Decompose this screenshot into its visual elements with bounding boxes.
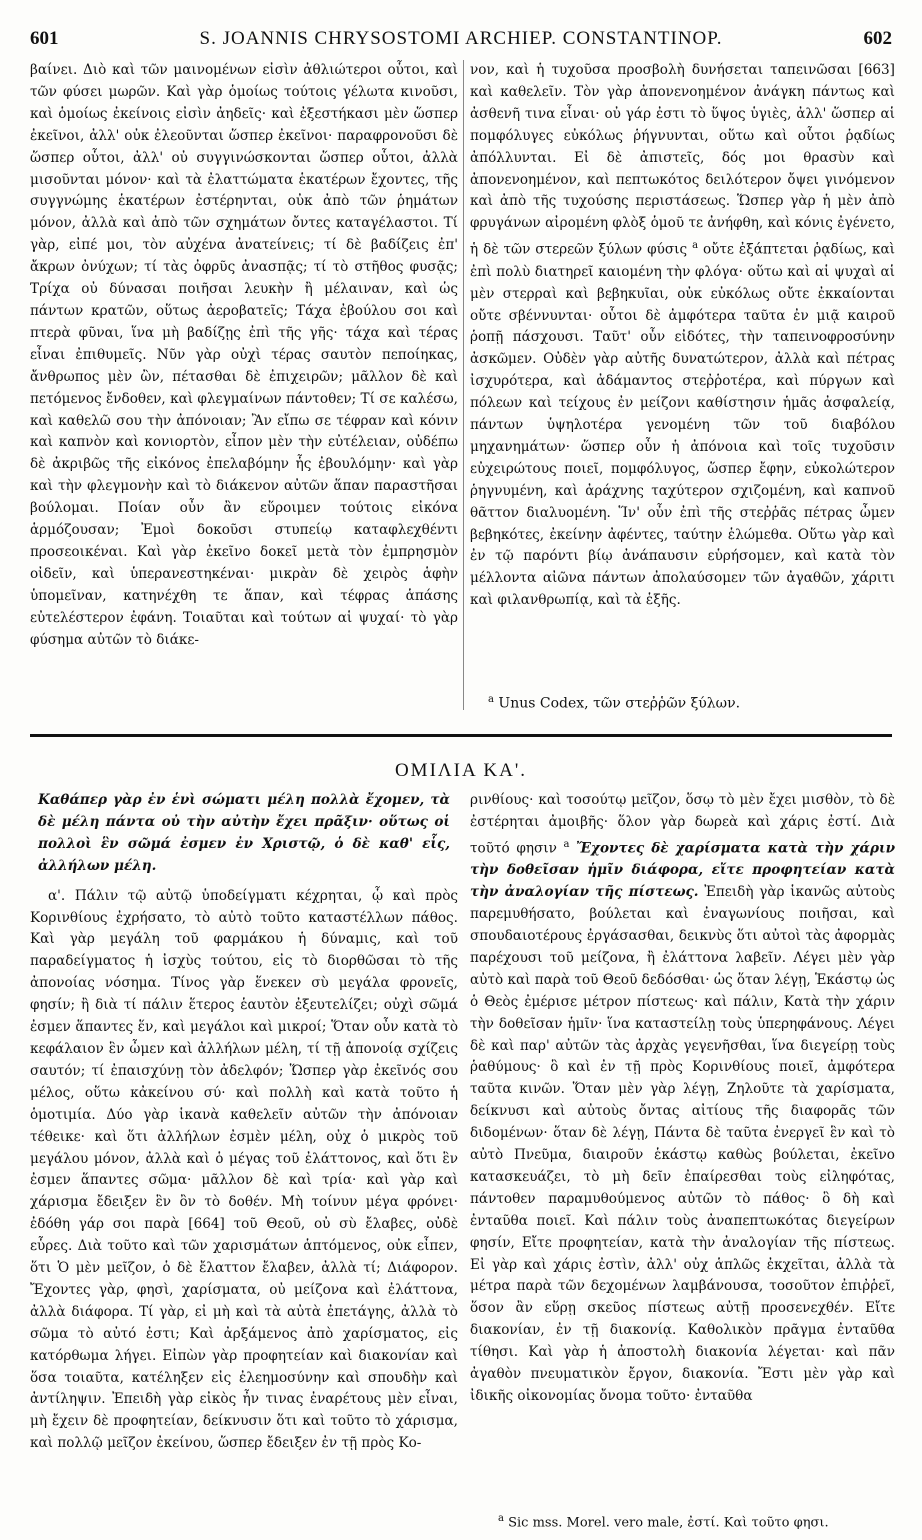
homily-title: ΟΜΙΛΙΑ ΚΑ'.	[394, 760, 528, 781]
footnote-marker: a	[488, 694, 494, 705]
scripture-quote: Ἔχοντες δὲ χαρίσματα κατὰ τὴν χάριν τὴν δοθεῖσαν ἡμῖν διάφορα, εἴτε προφητείαν κατὰ τὴν ἀναλογίαν τῆς πίστεως.	[470, 840, 895, 901]
homily-right-text: ρινθίους· καὶ τοσούτῳ μεῖζον, ὅσῳ τὸ μὲν ἔχει μισθὸν, τὸ δὲ ἐστέρηται ἀμοιβῆς· ὅλον γὰρ δωρεὰ καὶ χάρις ἐστί. Διὰ τοῦτό φησιν $^a$ Ἔχοντες δὲ χαρίσματα κατὰ τὴν χάριν τὴν δοθεῖσαν ἡμῖν διάφορα, εἴτε προφητείαν κατὰ τὴν ἀναλογίαν τῆς πίστεως. Ἐπειδὴ γὰρ ἱκανῶς αὐτοὺς παρεμυθήσατο, βούλεται καὶ ἐναγωνίους ποιῆσαι, καὶ σπουδαιοτέρους ἐργάσασθαι, δεικνὺς ὅτι αὐτοὶ τὰς ἀφορμὰς παρέχουσι τοῦ μείζονα, ἢ ἐλάττονα λαβεῖν. Λέγει μὲν γὰρ αὐτὸ καὶ παρὰ τοῦ Θεοῦ δεδόσθαι· ὡς ὅταν λέγῃ, Ἑκάστῳ ὡς ὁ Θεὸς ἐμέρισε μέτρον πίστεως· καὶ πάλιν, Κατὰ τὴν χάριν τὴν δοθεῖσαν ἡμῖν· ἵνα καταστείλῃ τοὺς ὑπερηφάνους. Λέγει δὲ καὶ παρ' αὐτῶν τὰς ἀρχὰς γεγενῆσθαι, ἵνα διεγείρῃ τοὺς ῥαθύμους· ὃ καὶ ἐν τῇ πρὸς Κορινθίους ποιεῖ, ἀμφότερα ταῦτα κινῶν. Ὅταν μὲν γὰρ λέγῃ, Ζηλοῦτε τὰ χαρίσματα, δείκνυσι καὶ αὐτοὺς ὄντας αἰτίους τῆς διαφορᾶς τῶν διδομένων· ὅταν δὲ λέγῃ, Πάντα δὲ ταῦτα ἐνεργεῖ ἓν καὶ τὸ αὐτὸ Πνεῦμα, διαιροῦν ἑκάστῳ καθὼς βούλεται, ἐκεῖνο κατασκευάζει, τὸ μὴ δεῖν ἐπαίρεσθαι τοὺς εἰληφότας, πάντοθεν παραμυθούμενος αὐτῶν τὸ πάθος· ὃ δὴ καὶ ἐνταῦθα ποιεῖ. Καὶ πάλιν τοὺς ἀναπεπτωκότας διεγείρων φησίν, Εἴτε προφητείαν, κατὰ τὴν ἀναλογίαν τῆς πίστεως. Εἰ γὰρ καὶ χάρις ἐστὶν, ἀλλ' οὐχ ἁπλῶς ἐκχεῖται, ἀλλὰ τὰ μέτρα παρὰ τῶν δεχομένων λαμβάνουσα, τοσοῦτον ἐπιῤῥεῖ, ὅσον ἂν εὕρῃ σκεῦος πίστεως αὐτῇ προσενεχθέν. Εἴτε διακονίαν, ἐν τῇ διακονίᾳ. Καθολικὸν πρᾶγμα ἐνταῦθα τίθησι. Καὶ γὰρ ἡ ἀποστολὴ διακονία λέγεται· καὶ πᾶν ἀγαθὸν πνευματικὸν ἔργον, διακονία. Ἔστι μὲν γὰρ καὶ ἰδικῆς οἰκονομίας ὄνομα τοῦτο· ἐνταῦθα	[470, 792, 895, 1404]
section-rule	[30, 734, 892, 737]
footnote-marker: a	[563, 838, 570, 850]
column-divider	[463, 60, 464, 710]
homily-left-column	[30, 790, 458, 1510]
top-left-text: βαίνει. Διὸ καὶ τῶν μαινομένων εἰσὶν ἀθλιώτεροι οὗτοι, καὶ τῶν φύσει μωρῶν. Καὶ γὰρ ὁμοίως τούτοις γέλωτα κινοῦσι, καὶ ὁμοίως ἐκείνοις εἰσὶν ἀηδεῖς· καὶ ἐξεστήκασι μὲν ὥσπερ ἐκεῖνοι, ἀλλ' οὐκ ἐλεοῦνται ὥσπερ ἐκεῖνοι· παραφρονοῦσι δὲ ὥσπερ οὗτοι, ἀλλ' οὐ συγγινώσκονται ὥσπερ οὗτοι, ἀλλὰ μισοῦνται μόνον· καὶ τὰ ἐλαττώματα ἑκατέρων ἔχοντες, τῆς συγγνώμης ἑκατέρων ἐστέρηνται, οὐκ ἀπὸ τῶν ῥημάτων μόνον, ἀλλὰ καὶ ἀπὸ τῶν σχημάτων ὄντες καταγέλαστοι. Τί γὰρ, εἰπέ μοι, τὸν αὐχένα ἀνατείνεις; τί δὲ βαδίζεις ἐπ' ἄκρων ὀνύχων; τί τὰς ὀφρῦς ἀνασπᾷς; τί τὸ στῆθος φυσᾷς; Τρίχα οὐ δύνασαι ποιῆσαι λευκὴν ἢ μέλαιναν, καὶ ὡς πάντων κρατῶν, οὕτως ἀεροβατεῖς; Τάχα ἐβούλου σοι καὶ πτερὰ φῦναι, ἵνα μὴ βαδίζῃς ἐπὶ τῆς γῆς· τάχα καὶ τέρας εἶναι ἐπιθυμεῖς. Νῦν γὰρ οὐχὶ τέρας σαυτὸν πεποίηκας, ἄνθρωπος μὲν ὢν, πέτασθαι δὲ ἐπιχειρῶν; μᾶλλον δὲ καὶ πετόμενος ἔνδοθεν, καὶ φλεγμαίνων πάντοθεν; Τί σε καλέσω, καὶ καθελῶ σου τὴν ἀπόνοιαν; Ἂν εἴπω σε τέφραν καὶ κόνιν καὶ καπνὸν καὶ κονιορτὸν, εἶπον μὲν τὴν εὐτέλειαν, οὐδέπω δὲ ἀκριβῶς τῆς εἰκόνος ἐπελαβόμην ἧς ἐβουλόμην· καὶ γὰρ καὶ τὴν φλεγμονὴν καὶ τὸ διάκενον αὐτῶν ἅπαν παραστῆσαι βούλομαι. Ποίαν οὖν ἂν εὕροιμεν τούτοις εἰκόνα ἁρμόζουσαν; Ἐμοὶ δοκοῦσι στυπείῳ καταφλεχθέντι προσεοικέναι. Καὶ γὰρ ἐκεῖνο δοκεῖ μετὰ τὸν ἐμπρησμὸν οἰδεῖν, καὶ ὑπερανεστηκέναι· μικρὰν δὲ χειρὸς ἁφὴν ὑπομεῖναν, κατηνέχθη τε ἅπαν, καὶ τέφρας ἁπάσης εὐτελέστερον ἐφάνη. Τοιαῦται καὶ τούτων αἱ ψυχαί· τὸ γὰρ φύσημα αὐτῶν τὸ διάκε-	[30, 62, 458, 648]
top-footnote-text: Unus Codex, τῶν στεῤῥῶν ξύλων.	[498, 695, 741, 712]
running-header	[30, 28, 892, 58]
top-footnote	[488, 690, 888, 714]
footnote-marker: a	[498, 1513, 504, 1524]
footnote-marker: a	[692, 240, 699, 252]
bottom-footnote-text: Sic mss. Morel. vero male, ἐστί. Καὶ τοῦτο φησι.	[508, 1515, 829, 1531]
homily-left-text: α'. Πάλιν τῷ αὐτῷ ὑποδείγματι κέχρηται, ᾧ καὶ πρὸς Κορινθίους ἐχρήσατο, τὸ αὐτὸ τοῦτο καταστέλλων πάθος. Καὶ γὰρ μεγάλη τοῦ φαρμάκου ἡ δύναμις, καὶ τοῦ παραδείγματος ἡ ἰσχὺς τούτου, εἰς τὸ διορθῶσαι τὸ τῆς ἀπονοίας νόσημα. Τίνος γὰρ ἕνεκεν σὺ μεγάλα φρονεῖς, φησίν; ἢ διὰ τί πάλιν ἕτερος ἑαυτὸν ἐξευτελίζει; οὐχὶ σῶμά ἐσμεν ἅπαντες ἕν, καὶ μεγάλοι καὶ μικροί; Ὅταν οὖν κατὰ τὸ κεφάλαιον ἓν ὦμεν καὶ ἀλλήλων μέλη, τί τῇ ἀπονοίᾳ σχίζεις σαυτόν; τί ἐπαισχύνῃ τὸν ἀδελφόν; Ὥσπερ γὰρ ἐκεῖνός σου μέλος, οὕτω κἀκείνου σύ· καὶ πολλὴ καὶ κατὰ τοῦτο ἡ ὁμοτιμία. Δύο γὰρ ἱκανὰ καθελεῖν αὐτῶν τὴν ἀπόνοιαν τέθεικε· καὶ ὅτι ἀλλήλων ἐσμὲν μέλη, οὐχ ὁ μικρὸς τοῦ μεγάλου μόνον, ἀλλὰ καὶ ὁ μέγας τοῦ ἐλάττονος, καὶ ὅτι ἓν ἐσμεν ἅπαντες σῶμα· μᾶλλον δὲ καὶ τρία· καὶ γὰρ καὶ χάρισμα ἔδειξεν ἓν ὂν τὸ δοθέν. Μὴ τοίνυν μέγα φρόνει· ἐδόθη γάρ σοι παρὰ [664] τοῦ Θεοῦ, οὐ σὺ ἔλαβες, οὐδὲ εὗρες. Διὰ τοῦτο καὶ τῶν χαρισμάτων ἁπτόμενος, οὐκ εἶπεν, ὅτι Ὁ μὲν μεῖζον, ὁ δὲ ἔλαττον ἔλαβεν, ἀλλὰ τί; Διάφορον. Ἔχοντες γὰρ, φησὶ, χαρίσματα, οὐ μείζονα καὶ ἐλάττονα, ἀλλὰ διάφορα. Τί γὰρ, εἰ μὴ καὶ τὰ αὐτὰ ἐπετάγης, ἀλλὰ τὸ σῶμα τὸ αὐτό ἐστι; Καὶ ἀρξάμενος ἀπὸ χαρίσματος, εἰς κατόρθωμα λήγει. Εἰπὼν γὰρ προφητείαν καὶ διακονίαν καὶ ὅσα τοιαῦτα, κατέληξεν εἰς ἐλεημοσύνην καὶ σπουδὴν καὶ ἀντίληψιν. Ἐπειδὴ γὰρ εἰκὸς ἦν τινας ἐναρέτους μὲν εἶναι, μὴ ἔχειν δὲ προφητείαν, δείκνυσιν ὅτι καὶ τοῦτο τὸ χάρισμα, καὶ πολλῷ μεῖζον ἐκείνου, ὥσπερ ἔδειξεν ἐν τῇ πρὸς Κο-	[30, 887, 458, 1452]
homily-right-column	[470, 790, 895, 1495]
epigraph: Καθάπερ γὰρ ἐν ἑνὶ σώματι μέλη πολλὰ ἔχομεν, τὰ δὲ μέλη πάντα οὐ τὴν αὐτὴν ἔχει πρᾶξιν· οὕτως οἱ πολλοὶ ἓν σῶμά ἐσμεν ἐν Χριστῷ, ὁ δὲ καθ' εἷς, ἀλλήλων μέλη.	[38, 792, 450, 874]
running-title: S. JOANNIS CHRYSOSTOMI ARCHIEP. CONSTANTINOP.	[199, 28, 723, 49]
bottom-footnote	[498, 1510, 898, 1532]
page-number-right: 602	[863, 28, 892, 49]
top-left-column	[30, 60, 458, 740]
top-right-column	[470, 60, 895, 700]
top-right-text: νον, καὶ ἡ τυχοῦσα προσβολὴ δυνήσεται ταπεινῶσαι [663] καὶ καθελεῖν. Τὸν γὰρ ἀπονενοημένον ἀνάγκη πάντως καὶ ἀσθενῆ τινα εἶναι· οὐ γάρ ἐστι τὸ ὕψος ὑγιὲς, ἀλλ' ὥσπερ αἱ πομφόλυγες εὐκόλως ῥήγνυνται, οὕτω καὶ οὗτοι ῥᾳδίως ἀπόλλυνται. Εἰ δὲ ἀπιστεῖς, δός μοι θρασὺν καὶ ἀπονενοημένον, καὶ πεπτωκότος δειλότερον ὄψει γινόμενον καὶ ἀπὸ τῆς τυχούσης περιστάσεως. Ὥσπερ γὰρ ἡ μὲν ἀπὸ φρυγάνων αἰρομένη φλὸξ ὁμοῦ τε ἀνήφθη, καὶ κόνις ἐγένετο, ἡ δὲ τῶν στερεῶν ξύλων φύσις $^a$ οὔτε ἐξάπτεται ῥᾳδίως, καὶ ἐπὶ πολὺ διατηρεῖ καιομένη τὴν φλόγα· οὕτω καὶ αἱ ψυχαὶ αἱ μὲν στερραὶ καὶ βεβηκυῖαι, οὐκ εὐκόλως οὔτε ἐκκαίονται οὔτε σβέννυνται· οὗτοι δὲ ἀμφότερα ταῦτα ἐν μιᾷ καιροῦ ῥοπῇ πάσχουσι. Ταῦτ' οὖν εἰδότες, τὴν ταπεινοφροσύνην ἀσκῶμεν. Οὐδὲν γὰρ αὐτῆς δυνατώτερον, ἀλλὰ καὶ πέτρας ἰσχυρότερα, καὶ ἀδάμαντος στεῤῥοτέρα, καὶ πύργων καὶ πόλεων καὶ τείχους ἐν μείζονι καθίστησιν ἡμᾶς ἀσφαλείᾳ, πάντων ὑψηλοτέρα γενομένη τῶν τοῦ διαβόλου μηχανημάτων· ὥσπερ οὖν ἡ ἀπόνοια καὶ τοῖς τυχοῦσιν εὐχειρώτους ποιεῖ, πομφόλυγος, ὥσπερ ἔφην, εὐκολώτερον ῥηγνυμένη, καὶ ἀράχνης ταχύτερον σχιζομένη, καὶ καπνοῦ θᾶττον διαλυομένη. Ἵν' οὖν ἐπὶ τῆς στεῤῥᾶς πέτρας ὦμεν βεβηκότες, ἐκείνην ἀφέντες, ταύτην ἑλώμεθα. Οὕτω γὰρ καὶ ἐν τῷ παρόντι βίῳ ἀνάπαυσιν εὑρήσομεν, καὶ κατὰ τὸν μέλλοντα αἰῶνα πάντων ἀπολαύσομεν τῶν ἀγαθῶν, χάριτι καὶ φιλανθρωπίᾳ, καὶ τὰ ἑξῆς.	[470, 62, 895, 609]
page-number-left: 601	[30, 28, 59, 49]
